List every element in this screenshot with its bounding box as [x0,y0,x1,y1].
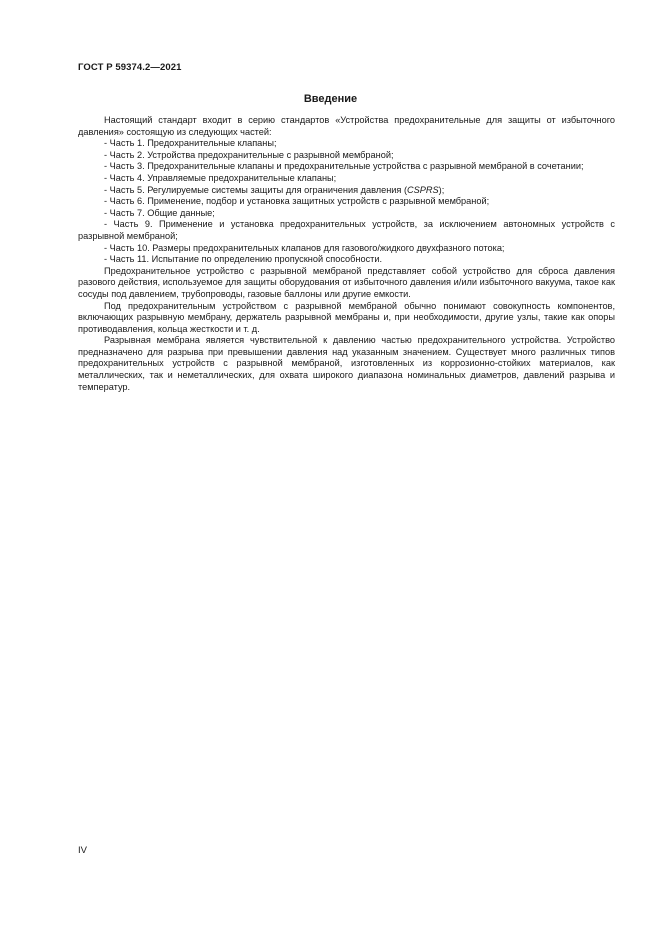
part-item-6: - Часть 6. Применение, подбор и установка защитных устройств с разрывной мембраной; [104,196,490,207]
part-item-11: - Часть 11. Испытание по определению пропускной способности. [104,254,383,265]
page-number: IV [78,845,87,856]
body-paragraph-1: Предохранительное устройство с разрывной мембраной представляет собой устройство для сброса давления разового действия, используемое для защиты оборудования от избыточного давления и/или избыточного вакуума, такое как сосуды под давлением, трубопроводы, газовые баллоны или другие емкости. [78,265,615,299]
part-item-3: - Часть 3. Предохранительные клапаны и предохранительные устройства с разрывной мембраной в сочетании; [104,161,584,172]
section-title: Введение [303,93,358,105]
part-item-5-text: - Часть 5. Регулируемые системы защиты для ограничения давления ( [104,184,408,195]
part-item-10: - Часть 10. Размеры предохранительных клапанов для газового/жидкого двухфазного потока; [104,242,505,253]
body-paragraph-2: Под предохранительным устройством с разрывной мембраной обычно понимают совокупность компонентов, включающих разрывную мембрану, держатель разрывной мембраны и, при необходимости, другие узлы, такие как опоры противодавления, кольца жесткости и т. д. [78,300,615,334]
part-item-9: - Часть 9. Применение и установка предохранительных устройств, за исключением автономных устройств с разрывной мембраной; [78,219,615,241]
part-item-5-end: ); [438,184,445,195]
part-item-1: - Часть 1. Предохранительные клапаны; [104,138,277,149]
part-item-5 [78,185,615,197]
part-item-7: - Часть 7. Общие данные; [104,207,215,218]
part-item-2: - Часть 2. Устройства предохранительные с разрывной мембраной; [104,149,394,160]
section-body [78,115,615,393]
document-code: ГОСТ Р 59374.2—2021 [78,62,182,73]
part-item-4: - Часть 4. Управляемые предохранительные клапаны; [104,172,337,183]
intro-paragraph: Настоящий стандарт входит в серию стандартов «Устройства предохранительные для защиты от избыточного давления» состоящую из следующих частей: [78,115,615,137]
part-item-5-abbr: CSPRS [407,184,439,195]
body-paragraph-3: Разрывная мембрана является чувствительной к давлению частью предохранительного устройства. Устройство предназначено для разрыва при превышении давления над указанным значением. Существует много различных типов предохранительных устройств с разрывной мембраной, изготовленных из коррозионно-стойких материалов, как металлических, так и неметаллических, для охвата широкого диапазона номинальных диаметров, давлений разрыва и температур. [78,335,615,392]
